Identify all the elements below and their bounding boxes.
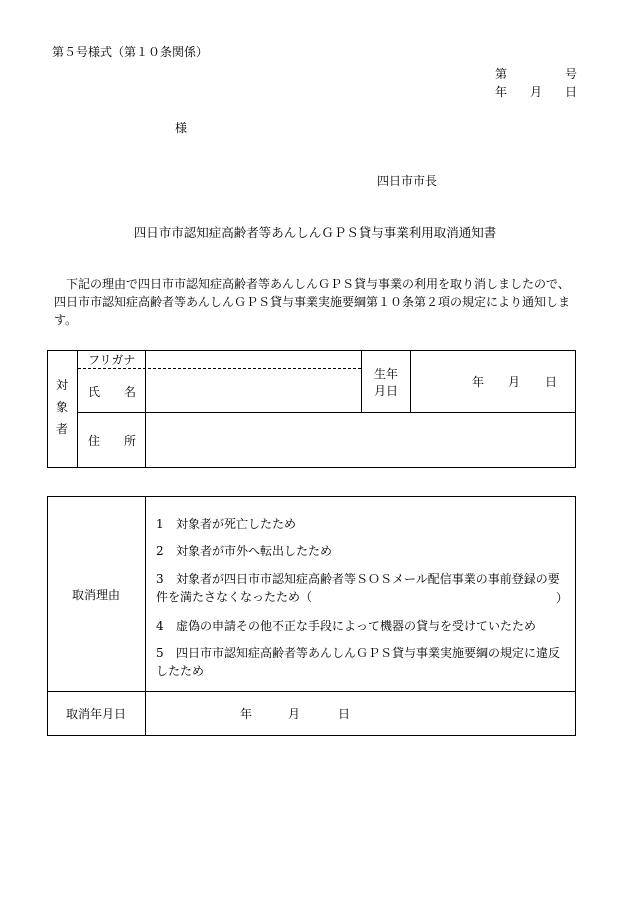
- doc-no-prefix: 第: [495, 67, 508, 81]
- issuer: 四日市市長: [377, 174, 438, 188]
- document-number: [495, 68, 577, 80]
- addressee-suffix: 様: [175, 121, 188, 135]
- cancel-date-year: 年: [240, 707, 253, 721]
- doc-no-suffix: 号: [564, 67, 577, 81]
- reason-item-5: 5 四日市市認知症高齢者等あんしんＧＰＳ貸与事業実施要綱の規定に違反したため: [156, 646, 561, 678]
- address-label-1: 住: [88, 434, 101, 448]
- birth-year: 年: [472, 375, 485, 389]
- furigana-label: フリガナ: [88, 353, 136, 367]
- document-title: 四日市市認知症高齢者等あんしんＧＰＳ貸与事業利用取消通知書: [133, 225, 497, 240]
- reason-item-4: 4 虚偽の申請その他不正な手段によって機器の貸与を受けていたため: [156, 619, 537, 633]
- document-date: [495, 86, 577, 98]
- cancel-date-label: 取消年月日: [66, 707, 127, 721]
- doc-date-day: 日: [564, 85, 577, 99]
- reason-3-close-paren: ）: [556, 591, 569, 605]
- birth-month: 月: [508, 375, 521, 389]
- cancel-date-month: 月: [288, 707, 301, 721]
- birth-label-2: 月日: [374, 384, 399, 398]
- name-label-1: 氏: [88, 385, 101, 399]
- reason-item-2: 2 対象者が市外へ転出したため: [156, 544, 333, 558]
- subject-group-label: 対 象 者: [55, 378, 68, 436]
- doc-date-month: 月: [529, 85, 542, 99]
- birth-label-1: 生年: [374, 367, 399, 381]
- cancel-date-day: 日: [338, 707, 351, 721]
- name-label-2: 名: [124, 385, 137, 399]
- address-label-2: 所: [124, 434, 137, 448]
- reason-item-1: 1 対象者が死亡したため: [156, 517, 297, 531]
- birth-day: 日: [545, 375, 558, 389]
- body-text: 下記の理由で四日市市認知症高齢者等あんしんＧＰＳ貸与事業の利用を取り消しましたので、四日市市認知症高齢者等あんしんＧＰＳ貸与事業実施要綱第１０条第２項の規定により通知します。: [54, 277, 571, 327]
- doc-date-year: 年: [495, 85, 508, 99]
- reason-label: 取消理由: [72, 588, 121, 602]
- reason-item-3: 3 対象者が四日市市認知症高齢者等ＳＯＳメール配信事業の事前登録の要件を満たさなくなったため（: [156, 572, 560, 604]
- form-number: 第５号様式（第１０条関係）: [52, 45, 209, 59]
